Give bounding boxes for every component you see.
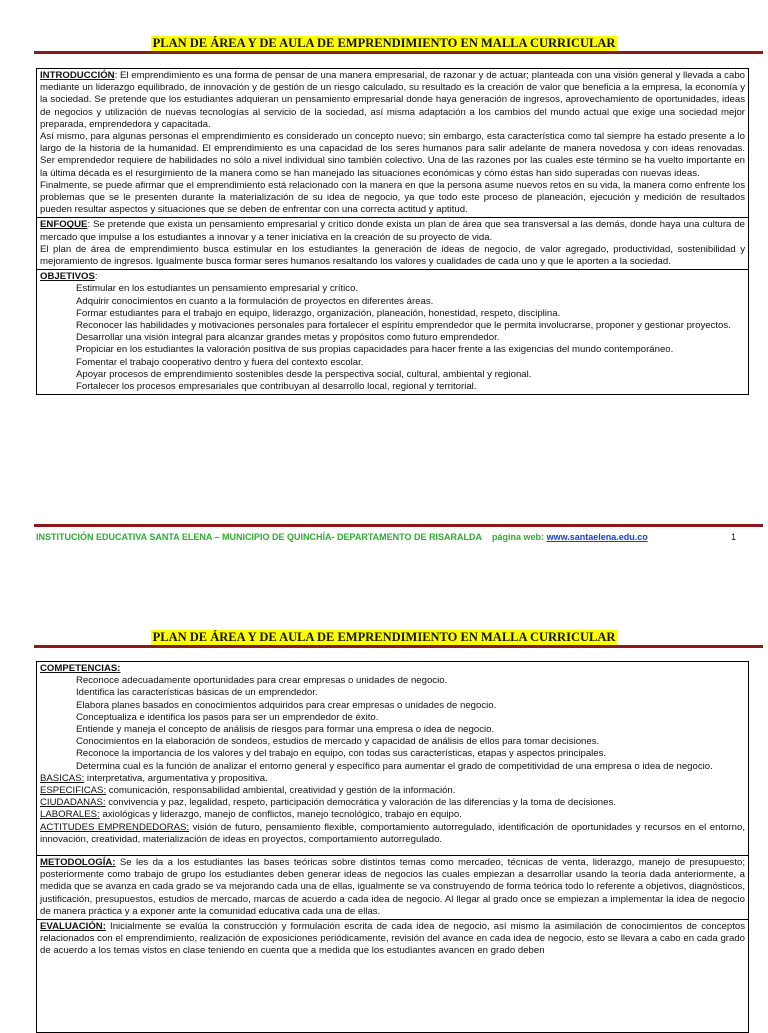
page-1-title-wrap (0, 34, 768, 52)
competencias-label: COMPETENCIAS: (40, 663, 121, 674)
introduccion-label: INTRODUCCIÓN (40, 70, 115, 81)
ciudadanas-label: CIUDADANAS: (40, 797, 106, 809)
page-number: 1 (730, 532, 736, 542)
introduccion-p2: Así mismo, para algunas personas el emprendimiento es considerado un concepto nuevo; sin embargo, esta característica como tal siempre ha estado presente a lo largo de la historia de la humanidad. El emprendimiento es una capacidad de los seres humanos para salir adelante de manera novedosa y con ideas renovadas. Ser emprendedor requiere de habilidades no sólo a nivel individual sino también colectivo. Una de las razones por las cuales este término se ha vuelto importante en la última década es el resurgimiento de la manera como se han manejado las situaciones económicas y cómo éstas han sido superadas con nuevas ideas. (40, 131, 745, 179)
introduccion-p3: Finalmente, se puede afirmar que el emprendimiento está relacionado con la manera en que la persona asume nuevos retos en su vida, la manera como enfrente los problemas que se le presenten durante la materialización de su idea de negocio, ya que todo este proceso de planeación, ejecución y medición de resultados pueden resultar aspectos y situaciones que se deben de enfrentar con una correcta actitud y aptitud. (40, 179, 745, 216)
competencias-cell (37, 662, 748, 856)
objetivo-item: Apoyar procesos de emprendimiento sostenibles desde la perspectiva social, cultural, ambiental y regional. (76, 368, 532, 380)
competencia-item: Entiende y maneja el concepto de análisis de riesgos para formar una empresa o idea de negocio. (76, 724, 495, 736)
evaluacion-cell (37, 920, 748, 959)
objetivo-item: Estimular en los estudiantes un pensamiento empresarial y crítico. (76, 283, 359, 295)
evaluacion-label: EVALUACIÓN: (40, 921, 106, 933)
page-1-content-table (36, 68, 749, 395)
footer-institution: INSTITUCIÓN EDUCATIVA SANTA ELENA – MUNICIPIO DE QUINCHÍA- DEPARTAMENTO DE RISARALDA (36, 532, 483, 542)
objetivos-cell (37, 270, 748, 394)
page-2-title-rule (34, 645, 763, 648)
objetivo-item: Fomentar el trabajo cooperativo dentro y fuera del contexto escolar. (76, 356, 364, 368)
competencia-item: Reconoce la importancia de los valores y del trabajo en equipo, con todas sus características, etapas y aspectos principales. (76, 748, 607, 760)
basicas-label: BASICAS: (40, 772, 85, 784)
evaluacion-text: Inicialmente se evalúa la construcción y formulación escrita de cada idea de negocio, así mismo la asimilación de conocimientos de conceptos relacionados con el emprendimiento, realización de exposiciones periódicamente, revisión del avance en cada idea de negocio, esto se llevara a cabo en cada grado de acuerdo a los temas vistos en clase teniendo en cuenta que a medida que los estudiantes avancen en grado deben (40, 921, 745, 957)
objetivo-item: Adquirir conocimientos en cuanto a la formulación de proyectos en diferentes áreas. (76, 295, 434, 307)
spacer (40, 846, 745, 854)
laborales-label: LABORALES: (40, 809, 100, 821)
objetivos-label: OBJETIVOS (40, 271, 95, 283)
laborales-text: axiológicas y liderazgo, manejo de conflictos, manejo tecnológico, trabajo en equipo. (99, 809, 462, 821)
metodologia-text: Se les da a los estudiantes las bases teóricas sobre distintos temas como mercadeo, técnicas de venta, liderazgo, manejo de presupuesto; posteriormente como trabajo de grupo los estudiantes deben generar ideas de negocios las cuales empiezan a desarrollar usando la teoría dada anteriormente, a medida que se avanza en cada grado se va mejorando cada una de ellas, igualmente se va construyendo de forma teórica todo lo referente a objetivos, diagnósticos, justificación, presupuestos, estudios de mercado, marcas de acuerdo a cada idea de negocio. Al llegar al grado once se empiezan a implementar la idea de negocio de manera práctica y a exponer ante la comunidad educativa cada una de ellas. (40, 857, 745, 917)
footer-web-label: página web: (492, 532, 545, 542)
metodologia-cell (37, 856, 748, 920)
footer-web-link[interactable]: www.santaelena.edu.co (546, 532, 648, 542)
basicas-text: interpretativa, argumentativa y propositiva. (84, 772, 268, 784)
actitudes-label: ACTITUDES EMPRENDEDORAS: (40, 821, 190, 833)
objetivos-colon: : (94, 271, 98, 283)
objetivo-item: Fortalecer los procesos empresariales que contribuyan al desarrollo local, regional y territorial. (76, 381, 477, 393)
objetivo-item: Formar estudiantes para el trabajo en equipo, liderazgo, organización, planeación, honestidad, respeto, disciplina. (76, 307, 561, 319)
enfoque-p2: El plan de área de emprendimiento busca estimular en los estudiantes la generación de ideas de negocio, de valor agregado, productividad, sostenibilidad y mejoramiento de ingresos. Igualmente busca formar seres humanos resaltando los valores y cualidades de cada uno y que le aporten a la sociedad. (40, 243, 745, 268)
competencia-item: Identifica las características básicas de un emprendedor. (76, 687, 318, 699)
page-2-content-table (36, 661, 749, 1033)
page-1-footer-rule (34, 524, 763, 527)
competencia-item: Conocimientos en la elaboración de sondeos, estudios de mercado y capacidad de análisis de ellos para tomar decisiones. (76, 736, 600, 748)
competencia-item: Conceptualiza e identifica los pasos para ser un emprendedor de éxito. (76, 711, 379, 723)
page-1-footer (36, 532, 748, 542)
especificas-text: comunicación, responsabilidad ambiental, creatividad y gestión de la información. (106, 785, 456, 797)
page-1-title: PLAN DE ÁREA Y DE AULA DE EMPRENDIMIENTO EN MALLA CURRICULAR (152, 36, 616, 50)
introduccion-cell (37, 69, 748, 218)
competencia-item: Reconoce adecuadamente oportunidades para crear empresas o unidades de negocio. (76, 675, 448, 687)
objetivo-item: Desarrollar una visión integral para alcanzar grandes metas y propósitos como futuro emprendedor. (76, 332, 500, 344)
enfoque-p1: : Se pretende que exista un pensamiento empresarial y crítico donde exista un plan de área que sea transversal a las demás, donde haya una cultura de mercado que impulse a los estudiantes a innovar y a tener iniciativa en la creación de su proyecto de vida. (40, 219, 745, 243)
objetivo-item: Reconocer las habilidades y motivaciones personales para fortalecer el espíritu emprendedor que le permita involucrarse, proponer y gestionar proyectos. (76, 320, 731, 332)
enfoque-cell (37, 218, 748, 270)
competencia-item: Determina cual es la función de analizar el entorno general y específico para aumentar el grado de competitividad de una empresa o idea de negocio. (76, 760, 713, 772)
introduccion-p1: : El emprendimiento es una forma de pensar de una manera empresarial, de razonar y de actuar; planteada con una visión general y llevada a cabo mediante un liderazgo equilibrado, de innovación y de gestión de un riesgo calculado, su resultado es la creación de valor que beneficia a la empresa, la economía y la sociedad. Se pretende que los estudiantes adquieran un pensamiento empresarial donde haya generación de ingresos, aprovechamiento de oportunidades, ideas de negocios y utilización de nuevas tecnologías al servicio de la sociedad, así misma adaptación a los cambios del mundo actual que exige una sociedad mejor preparada, emprendedora y capacitada. (40, 70, 745, 130)
objetivo-item: Propiciar en los estudiantes la valoración positiva de sus propias capacidades para hacer frente a las exigencias del mundo contemporáneo. (76, 344, 674, 356)
ciudadanas-text: convivencia y paz, legalidad, respeto, participación democrática y valoración de las diferencias y la toma de decisiones. (105, 797, 616, 809)
enfoque-label: ENFOQUE (40, 219, 88, 231)
page-2-title: PLAN DE ÁREA Y DE AULA DE EMPRENDIMIENTO EN MALLA CURRICULAR (152, 630, 616, 644)
page-1-title-rule (34, 51, 763, 54)
metodologia-label: METODOLOGÍA: (40, 857, 116, 869)
page-2-title-wrap (0, 628, 768, 646)
especificas-label: ESPECIFICAS: (40, 785, 107, 797)
competencia-item: Elabora planes basados en conocimientos adquiridos para crear empresas o unidades de negocio. (76, 699, 497, 711)
actitudes-text: visión de futuro, pensamiento flexible, comportamiento autorregulado, identificación de oportunidades y recursos en el entorno, innovación, creatividad, materialización de ideas en proyectos, comportamiento autorregulado. (40, 821, 745, 845)
